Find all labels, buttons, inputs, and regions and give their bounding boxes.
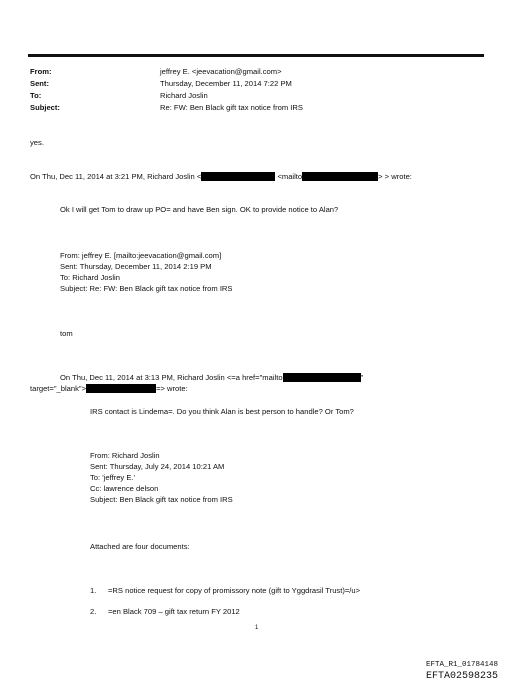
message-2: tom	[60, 329, 73, 338]
list-item	[90, 586, 96, 595]
list-item-number: 1.	[90, 586, 97, 595]
from-value: jeffrey E. <jeevacation@gmail.com>	[160, 67, 282, 76]
quote2-line2-prefix: target="_blank">	[30, 384, 87, 393]
redaction-block	[201, 172, 275, 181]
quote2-line2-suffix: => wrote:	[156, 384, 188, 393]
fwd1-subject: Subject: Re: FW: Ben Black gift tax notice from IRS	[60, 284, 233, 293]
redaction-block	[302, 172, 378, 181]
to-label: To:	[30, 91, 42, 100]
list-item	[90, 607, 96, 616]
message-3: IRS contact is Lindema=. Do you think Alan is best person to handle? Or Tom?	[90, 407, 354, 416]
fwd2-from: From: Richard Joslin	[90, 451, 160, 460]
from-label: From:	[30, 67, 52, 76]
redaction-block	[283, 373, 361, 382]
footer-id-2: EFTA02598235	[425, 671, 498, 682]
quote1-mid: <mailto	[277, 172, 303, 181]
attached-text: Attached are four documents:	[90, 542, 190, 551]
header-rule	[28, 54, 484, 57]
quote1-suffix: > > wrote:	[378, 172, 412, 181]
footer-id-1: EFTA_R1_01784148	[425, 661, 498, 669]
fwd2-subject: Subject: Ben Black gift tax notice from IRS	[90, 495, 233, 504]
fwd2-to: To: 'jeffrey E.'	[90, 473, 135, 482]
quote-line-1	[30, 172, 412, 181]
quote2-line1-end: "	[360, 373, 364, 382]
quote-line-2a	[60, 373, 363, 382]
fwd1-from: From: jeffrey E. [mailto:jeevacation@gmail.com]	[60, 251, 222, 260]
message-1: Ok I will get Tom to draw up PO= and have Ben sign. OK to provide notice to Alan?	[60, 205, 339, 214]
sent-value: Thursday, December 11, 2014 7:22 PM	[160, 79, 292, 88]
subject-value: Re: FW: Ben Black gift tax notice from IRS	[160, 103, 303, 112]
fwd2-sent: Sent: Thursday, July 24, 2014 10:21 AM	[90, 462, 225, 471]
quote1-prefix: On Thu, Dec 11, 2014 at 3:21 PM, Richard Joslin <	[30, 172, 202, 181]
quote2-line1: On Thu, Dec 11, 2014 at 3:13 PM, Richard Joslin <=a href="mailto	[60, 373, 283, 382]
subject-label: Subject:	[30, 103, 60, 112]
page-number: 1	[255, 625, 259, 631]
sent-label: Sent:	[30, 79, 49, 88]
to-value: Richard Joslin	[160, 91, 208, 100]
list-item-text: =en Black 709 – gift tax return FY 2012	[108, 607, 240, 616]
quote-line-2b	[30, 384, 188, 393]
fwd2-cc: Cc: lawrence delson	[90, 484, 159, 493]
fwd1-sent: Sent: Thursday, December 11, 2014 2:19 PM	[60, 262, 212, 271]
list-item-number: 2.	[90, 607, 97, 616]
list-item-text: =RS notice request for copy of promissory note (gift to Yggdrasil Trust)=/u>	[108, 586, 361, 595]
reply-text: yes.	[30, 138, 44, 147]
fwd1-to: To: Richard Joslin	[60, 273, 120, 282]
redaction-block	[86, 384, 156, 393]
